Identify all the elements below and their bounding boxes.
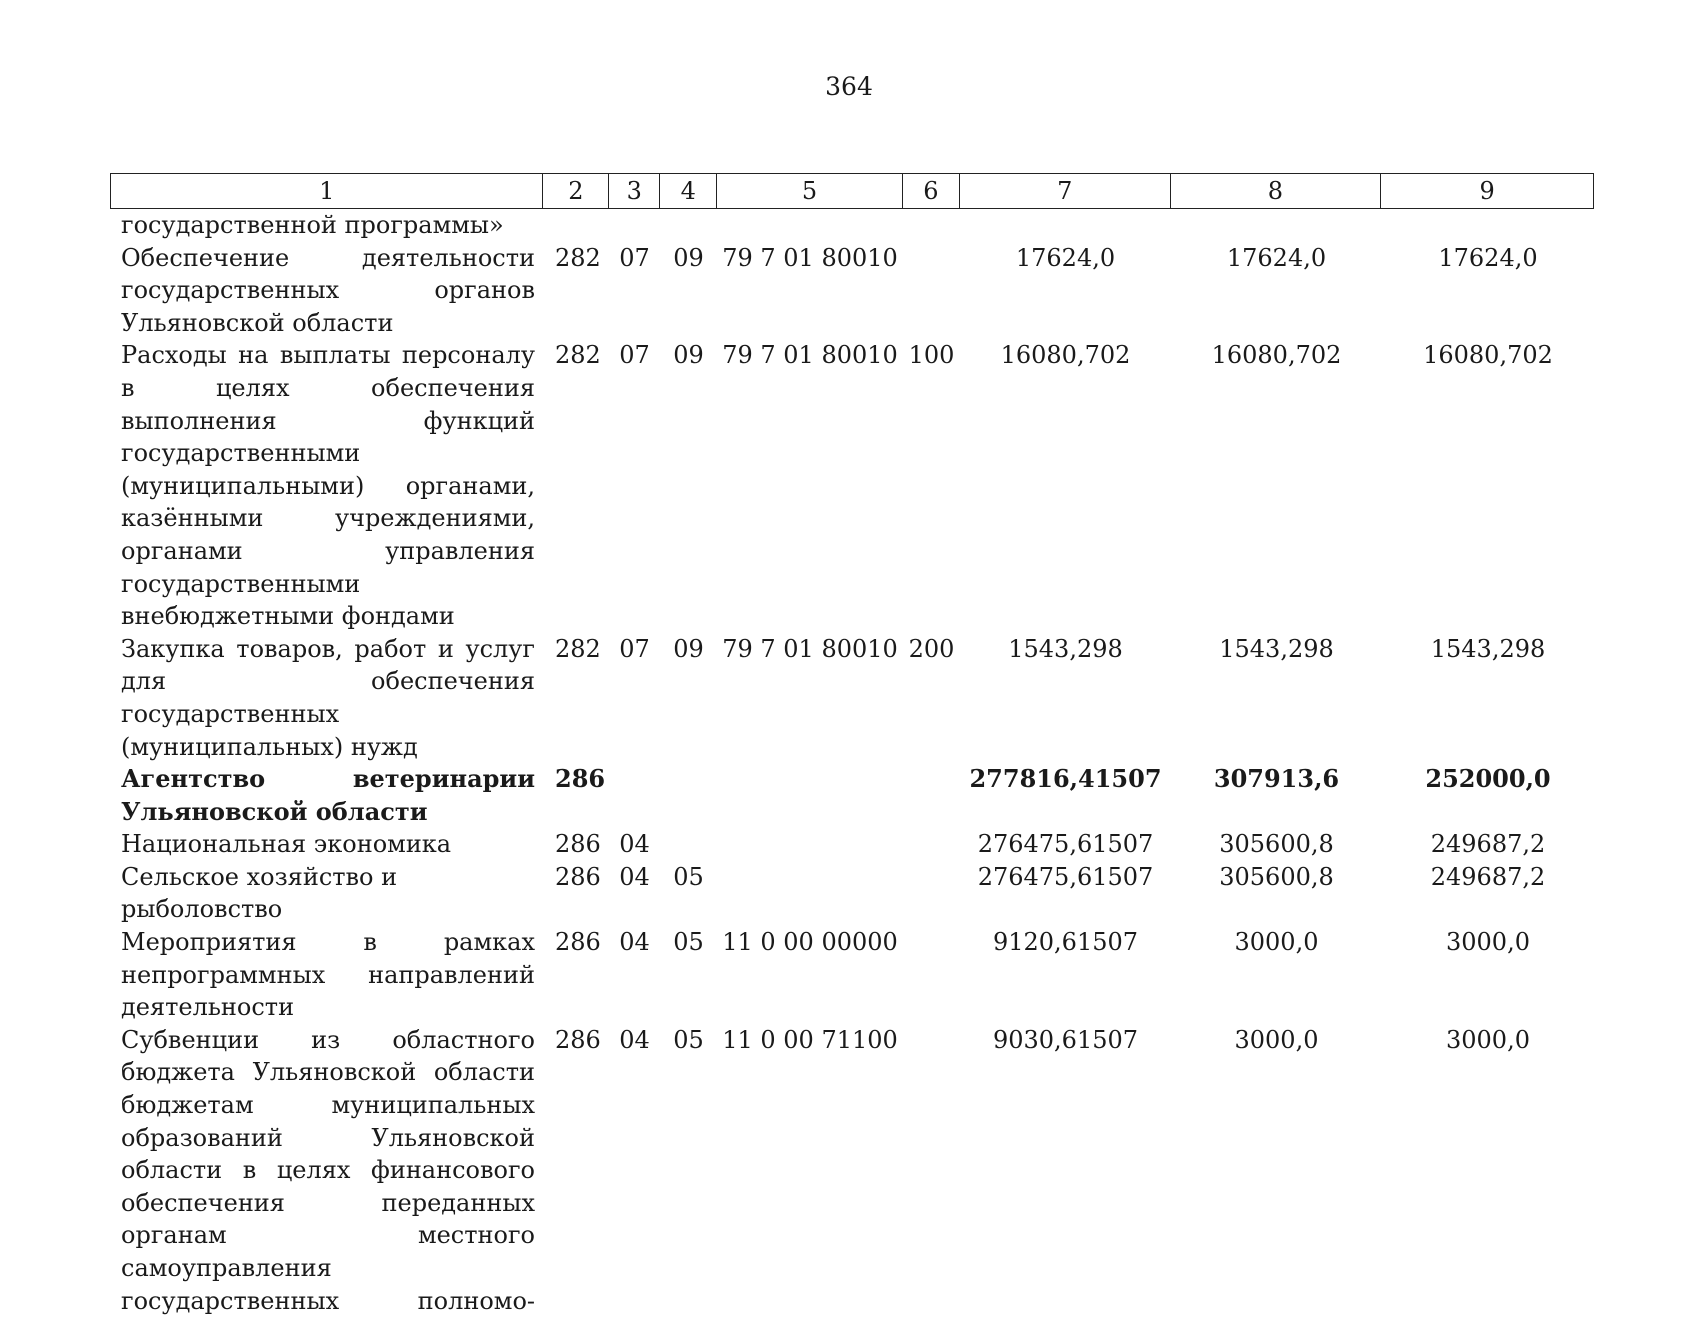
row-col-7: 276475,61507 <box>977 830 1154 859</box>
row-col-8: 1543,298 <box>1219 634 1334 663</box>
header-col-1: 1 <box>111 174 543 208</box>
header-col-8: 8 <box>1171 174 1382 208</box>
row-col-8: 305600,8 <box>1219 830 1334 859</box>
row-col-3: 04 <box>619 1025 650 1054</box>
row-col-2: 286 <box>555 764 606 794</box>
header-col-6: 6 <box>903 174 960 208</box>
row-col-5: 79 7 01 80010 <box>722 243 898 272</box>
row-col-6: 100 <box>908 341 955 370</box>
row-col-8: 305600,8 <box>1219 862 1334 891</box>
row-col-2: 282 <box>555 634 601 663</box>
row-col-8: 3000,0 <box>1234 928 1319 957</box>
row-name: Расходы на выплаты персоналу в целях обеспечения выполнения функций государственными (муниципальными) органами, казёнными учреждениями, органами управления государственными внебюджетными фондами <box>121 341 535 631</box>
row-name: Национальная экономика <box>121 830 452 859</box>
page-number: 364 <box>825 72 873 101</box>
row-col-8: 17624,0 <box>1226 243 1327 272</box>
row-name: Субвенции из областного бюджета Ульяновской области бюджетам муниципальных образований Ульяновской области в целях финансового обеспечения переданных органам местного самоуправления государственных полномо- <box>121 1025 535 1315</box>
row-col-2: 286 <box>555 928 601 957</box>
row-col-9: 1543,298 <box>1430 634 1546 663</box>
table-row <box>110 1024 1594 1317</box>
row-name: Обеспечение деятельности государственных органов Ульяновской области <box>121 243 535 337</box>
row-col-3: 04 <box>619 928 650 957</box>
row-col-6: 200 <box>908 634 955 663</box>
table-row <box>110 209 1594 242</box>
row-col-9: 3000,0 <box>1446 1025 1530 1054</box>
row-col-4: 05 <box>673 928 704 957</box>
row-col-4: 09 <box>673 341 704 370</box>
row-col-4: 09 <box>673 243 704 272</box>
row-col-9: 249687,2 <box>1430 830 1546 859</box>
row-col-7: 276475,61507 <box>977 862 1154 891</box>
row-col-7: 277816,41507 <box>969 764 1162 794</box>
row-name: Сельское хозяйство и рыболовство <box>121 862 398 924</box>
row-col-2: 282 <box>555 243 601 272</box>
row-col-4: 05 <box>673 862 704 891</box>
header-col-7: 7 <box>960 174 1171 208</box>
row-name: государственной программы» <box>121 211 504 239</box>
row-col-8: 307913,6 <box>1213 764 1340 794</box>
row-col-5: 79 7 01 80010 <box>722 634 898 663</box>
table-row <box>110 763 1594 828</box>
row-name: Закупка товаров, работ и услуг для обеспечения государственных (муниципальных) нужд <box>121 634 535 761</box>
header-col-2: 2 <box>543 174 609 208</box>
row-col-3: 07 <box>619 243 650 272</box>
row-col-2: 286 <box>555 830 601 859</box>
row-col-9: 16080,702 <box>1423 341 1553 370</box>
row-col-5: 11 0 00 71100 <box>722 1025 898 1054</box>
row-col-9: 3000,0 <box>1446 928 1530 957</box>
budget-table <box>110 173 1594 1317</box>
row-col-2: 282 <box>555 341 601 370</box>
header-col-4: 4 <box>660 174 717 208</box>
header-col-9: 9 <box>1479 177 1495 205</box>
row-col-3: 07 <box>619 634 650 663</box>
table-body <box>110 209 1594 1317</box>
row-col-9: 252000,0 <box>1425 764 1551 794</box>
row-col-8: 16080,702 <box>1211 341 1342 370</box>
row-col-4: 09 <box>673 634 704 663</box>
header-col-5: 5 <box>717 174 903 208</box>
row-col-9: 249687,2 <box>1430 862 1546 891</box>
row-col-9: 17624,0 <box>1438 243 1538 272</box>
row-col-3: 07 <box>619 341 650 370</box>
table-row <box>110 861 1594 926</box>
row-name: Агентство ветеринарии Ульяновской области <box>121 764 535 826</box>
table-row <box>110 828 1594 861</box>
table-row <box>110 926 1594 1024</box>
table-row <box>110 242 1594 340</box>
row-col-2: 286 <box>555 1025 601 1054</box>
row-col-3: 04 <box>619 830 650 859</box>
row-col-4: 05 <box>673 1025 704 1054</box>
row-col-8: 3000,0 <box>1234 1025 1319 1054</box>
header-col-3: 3 <box>609 174 660 208</box>
table-header-row <box>110 173 1594 209</box>
row-col-5: 79 7 01 80010 <box>722 341 898 370</box>
table-row <box>110 633 1594 763</box>
row-col-7: 9030,61507 <box>992 1025 1139 1054</box>
row-col-2: 286 <box>555 862 601 891</box>
row-col-7: 9120,61507 <box>992 928 1139 957</box>
row-col-7: 17624,0 <box>1015 243 1116 272</box>
row-col-5: 11 0 00 00000 <box>722 928 898 957</box>
row-col-7: 16080,702 <box>1000 341 1131 370</box>
row-col-3: 04 <box>619 862 650 891</box>
row-name: Мероприятия в рамках непрограммных направлений деятельности <box>121 928 535 1022</box>
row-col-7: 1543,298 <box>1008 634 1123 663</box>
table-row <box>110 339 1594 632</box>
